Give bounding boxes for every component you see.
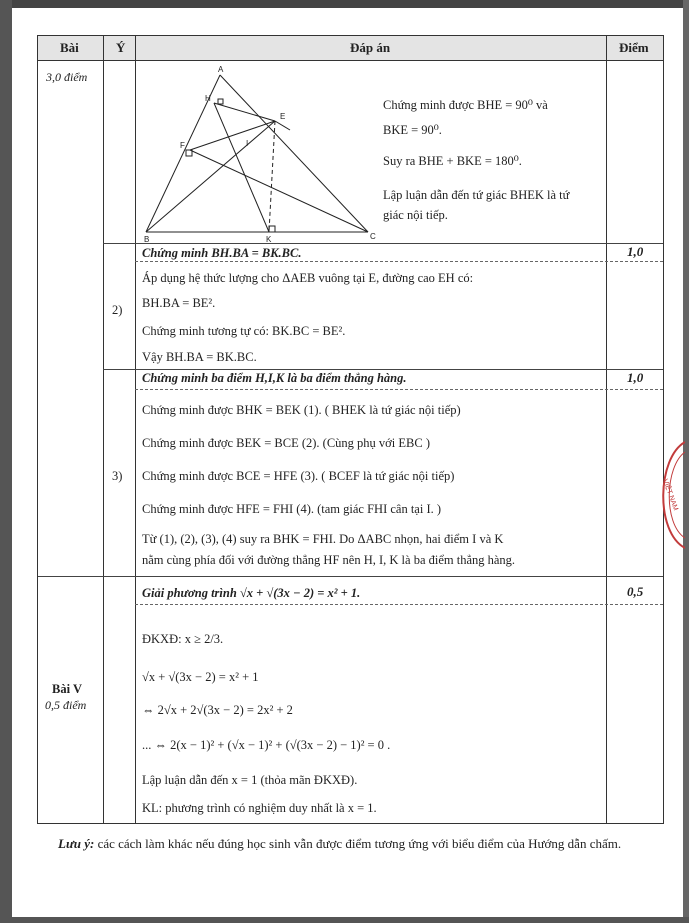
p3-line5: Từ (1), (2), (3), (4) suy ra BHK = FHI. Do ΔABC nhọn, hai điểm I và K bbox=[142, 532, 504, 546]
p3-line2: Chứng minh được BEK = BCE (2). (Cùng phụ với EBC ) bbox=[142, 436, 430, 450]
table-header bbox=[38, 36, 663, 61]
footnote bbox=[58, 834, 668, 854]
section4-score-label: 3,0 điểm bbox=[46, 70, 88, 84]
header-y: Ý bbox=[116, 40, 126, 55]
b5-line2: √x + √(3x − 2) = x² + 1 bbox=[142, 670, 259, 684]
part2-points: 1,0 bbox=[627, 244, 644, 259]
p1-line4: Lập luận dẫn đến tứ giác BHEK là tứ bbox=[383, 188, 570, 202]
col-divider-1 bbox=[103, 36, 104, 823]
part3-title: Chứng minh ba điểm H,I,K là ba điểm thẳng hàng. bbox=[142, 371, 407, 385]
p1-line2: BKE = 90⁰. bbox=[383, 123, 442, 137]
dash-part3 bbox=[135, 389, 663, 390]
b5-line6: KL: phương trình có nghiệm duy nhất là x = 1. bbox=[142, 801, 377, 815]
p2-line1: Áp dụng hệ thức lượng cho ΔAEB vuông tại E, đường cao EH có: bbox=[142, 271, 474, 285]
b5-line5: Lập luận dẫn đến x = 1 (thỏa mãn ĐKXĐ). bbox=[142, 773, 358, 787]
label-I: I bbox=[246, 139, 249, 148]
p1-line3: Suy ra BHE + BKE = 180⁰. bbox=[383, 154, 522, 168]
p3-line1: Chứng minh được BHK = BEK (1). ( BHEK là tứ giác nội tiếp) bbox=[142, 403, 461, 417]
part2-index: 2) bbox=[112, 303, 123, 317]
dash-part2 bbox=[135, 261, 663, 262]
p1-line5: giác nội tiếp. bbox=[383, 208, 448, 222]
label-H: H bbox=[205, 94, 211, 103]
label-K: K bbox=[266, 235, 272, 244]
header-answer: Đáp án bbox=[350, 40, 391, 55]
footnote-text: các cách làm khác nếu đúng học sinh vẫn được điểm tương ứng với biểu điểm của Hướng dẫn chấm. bbox=[94, 836, 622, 851]
row-divider-part3 bbox=[103, 369, 663, 370]
bai5-points: 0,5 bbox=[627, 584, 644, 599]
p3-line6: nằm cùng phía đối với đường thẳng HF nên H, I, K là ba điểm thẳng hàng. bbox=[142, 553, 516, 567]
p3-line3: Chứng minh được BCE = HFE (3). ( BCEF là tứ giác nội tiếp) bbox=[142, 469, 455, 483]
bai5-title: Giải phương trình √x + √(3x − 2) = x² + 1. bbox=[142, 586, 361, 600]
col-divider-3 bbox=[606, 36, 607, 823]
label-F: F bbox=[180, 141, 185, 150]
label-E: E bbox=[280, 112, 286, 121]
b5-line3: ⇔ 2√x + 2√(3x − 2) = 2x² + 2 bbox=[142, 703, 293, 717]
page-edge-left bbox=[0, 0, 12, 923]
p2-line3: Chứng minh tương tự có: BK.BC = BE². bbox=[142, 324, 346, 338]
bai5-score-label: 0,5 điểm bbox=[45, 698, 87, 712]
dash-bai5 bbox=[135, 604, 663, 605]
stamp-text: VIỆT NAM bbox=[661, 478, 679, 512]
part3-index: 3) bbox=[112, 469, 123, 483]
p2-line4: Vậy BH.BA = BK.BC. bbox=[142, 350, 257, 364]
page-edge-top bbox=[0, 0, 689, 8]
row-divider-bai5 bbox=[38, 576, 663, 577]
page-edge-bottom bbox=[0, 917, 689, 923]
b5-line1: ĐKXĐ: x ≥ 2/3. bbox=[142, 632, 224, 646]
p3-line4: Chứng minh được HFE = FHI (4). (tam giác FHI cân tại I. ) bbox=[142, 502, 442, 516]
p1-line1: Chứng minh được BHE = 90⁰ và bbox=[383, 98, 548, 112]
triangle-figure bbox=[138, 66, 378, 244]
label-A: A bbox=[218, 66, 224, 74]
label-C: C bbox=[370, 232, 376, 241]
col-divider-2 bbox=[135, 36, 136, 823]
label-B: B bbox=[144, 235, 150, 244]
part3-points: 1,0 bbox=[627, 370, 644, 385]
red-seal-stamp bbox=[649, 440, 685, 550]
part2-title: Chứng minh BH.BA = BK.BC. bbox=[142, 246, 302, 260]
p2-line2: BH.BA = BE². bbox=[142, 296, 216, 310]
b5-line4: ... ⇔ 2(x − 1)² + (√x − 1)² + (√(3x − 2) − 1)² = 0 . bbox=[142, 738, 391, 752]
footnote-label: Lưu ý: bbox=[58, 836, 95, 851]
answer-table bbox=[37, 35, 664, 824]
header-bai: Bài bbox=[60, 40, 79, 55]
header-score: Điểm bbox=[619, 40, 649, 55]
bai5-label: Bài V bbox=[52, 682, 82, 696]
